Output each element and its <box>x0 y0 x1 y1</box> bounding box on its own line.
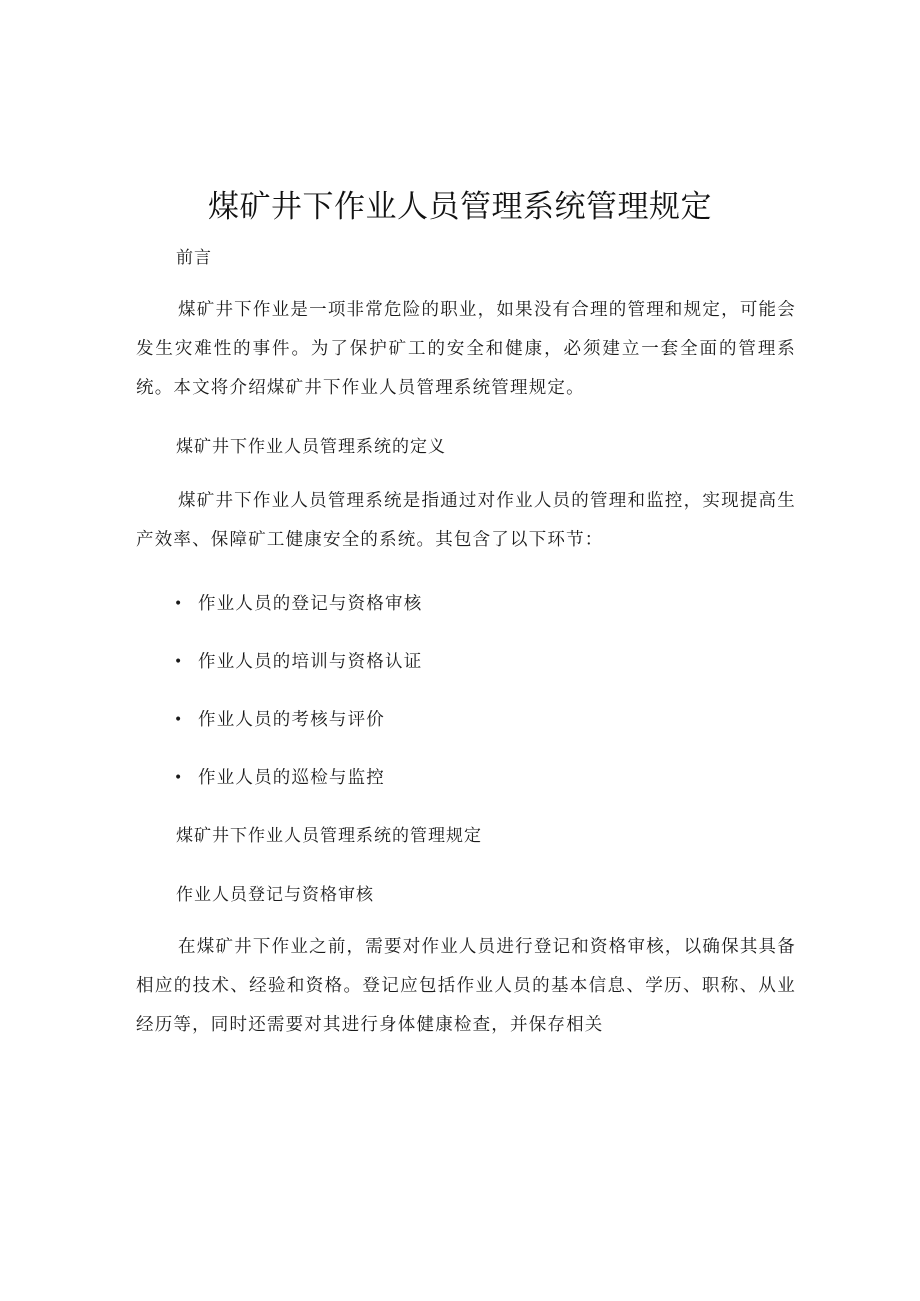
list-item <box>174 764 422 822</box>
document-title: 煤矿井下作业人员管理系统管理规定 <box>208 189 712 225</box>
list-item <box>174 648 422 706</box>
bullet-icon: • <box>174 712 184 728</box>
list-item-text: 作业人员的登记与资格审核 <box>198 594 423 614</box>
definition-heading: 煤矿井下作业人员管理系统的定义 <box>176 437 446 457</box>
preface-heading: 前言 <box>176 248 212 268</box>
list-item <box>174 706 422 764</box>
list-item-text: 作业人员的巡检与监控 <box>198 768 385 788</box>
registration-heading: 作业人员登记与资格审核 <box>176 885 374 905</box>
bullet-icon: • <box>174 654 184 670</box>
list-item-text: 作业人员的考核与评价 <box>198 710 385 730</box>
preface-paragraph: 煤矿井下作业是一项非常危险的职业，如果没有合理的管理和规定，可能会发生灾难性的事件。为了保护矿工的安全和健康，必须建立一套全面的管理系统。本文将介绍煤矿井下作业人员管理系统管理规定。 <box>136 300 796 398</box>
definition-paragraph: 煤矿井下作业人员管理系统是指通过对作业人员的管理和监控，实现提高生产效率、保障矿工健康安全的系统。其包含了以下环节： <box>136 491 796 550</box>
registration-paragraph: 在煤矿井下作业之前，需要对作业人员进行登记和资格审核，以确保其具备相应的技术、经验和资格。登记应包括作业人员的基本信息、学历、职称、从业经历等，同时还需要对其进行身体健康检查，并保存相关 <box>136 937 796 1035</box>
bullet-icon: • <box>174 596 184 612</box>
list-item-text: 作业人员的培训与资格认证 <box>198 652 423 672</box>
rules-heading: 煤矿井下作业人员管理系统的管理规定 <box>176 826 482 846</box>
components-list <box>174 590 422 822</box>
bullet-icon: • <box>174 770 184 786</box>
list-item <box>174 590 422 648</box>
